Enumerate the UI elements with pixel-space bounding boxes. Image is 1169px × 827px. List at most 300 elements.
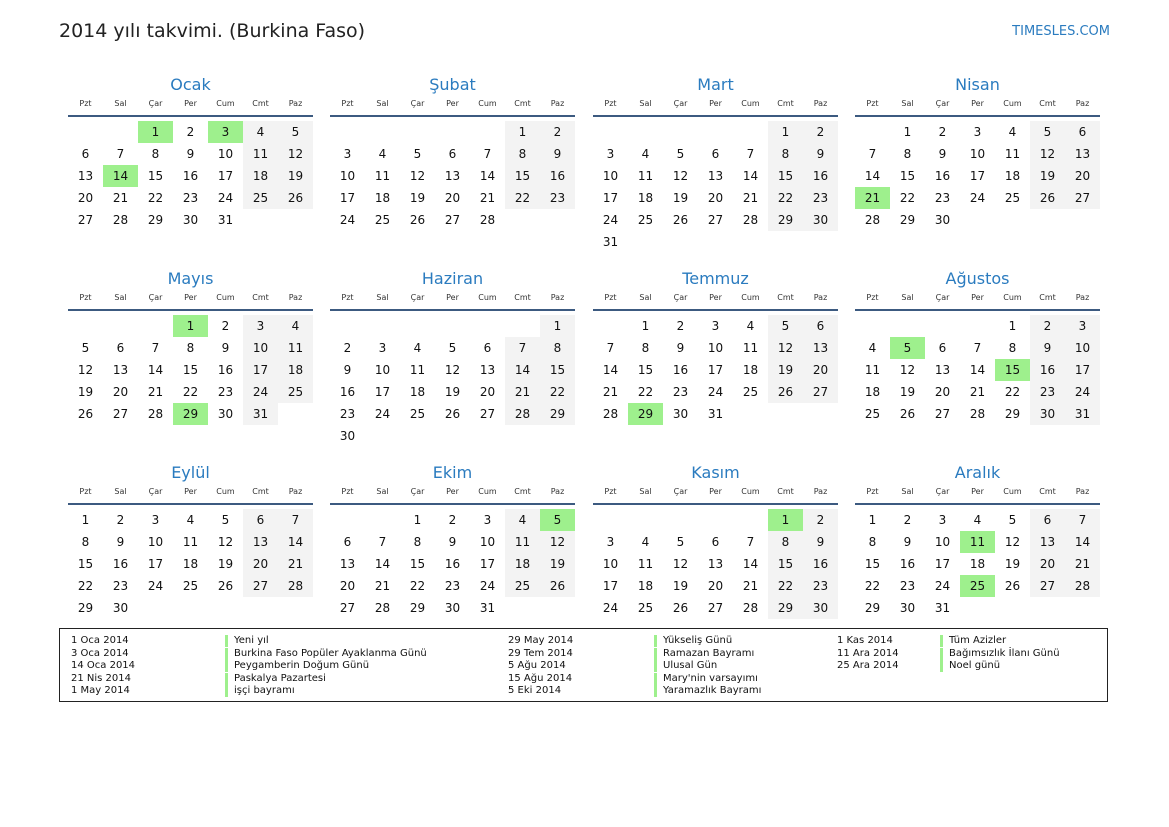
day-cell: 24 [339, 213, 356, 227]
day-cell: 17 [479, 557, 496, 571]
weekday-label: Pzt [341, 99, 354, 108]
holiday-day: 1 [173, 315, 208, 337]
weekday-label: Per [709, 293, 722, 302]
day-cell: 15 [899, 169, 916, 183]
day-cell: 14 [969, 363, 986, 377]
day-cell: 31 [479, 601, 496, 615]
month-12 [855, 463, 1100, 653]
weekday-label: Paz [813, 487, 828, 496]
month-6 [330, 269, 575, 459]
day-cell: 4 [641, 147, 650, 161]
day-cell: 5 [413, 147, 422, 161]
month-name: Ağustos [945, 269, 1010, 288]
day-cell: 27 [934, 407, 951, 421]
weekday-label: Pzt [79, 487, 92, 496]
day-cell: 27 [707, 601, 724, 615]
day-cell: 11 [505, 531, 540, 553]
weekday-label: Çar [935, 293, 950, 302]
weekday-label: Çar [148, 487, 163, 496]
month-8 [855, 269, 1100, 459]
weekday-label: Pzt [341, 487, 354, 496]
day-cell: 17 [969, 169, 986, 183]
day-cell: 21 [505, 381, 540, 403]
weekday-label: Cum [478, 293, 497, 302]
day-cell: 3 [243, 315, 278, 337]
day-cell: 4 [186, 513, 195, 527]
day-cell: 10 [479, 535, 496, 549]
day-cell: 5 [676, 535, 685, 549]
legend-holiday-name: işçi bayramı [225, 685, 295, 697]
day-cell: 2 [803, 509, 838, 531]
day-cell: 8 [868, 535, 877, 549]
day-cell: 28 [742, 213, 759, 227]
weekday-label: Pzt [604, 99, 617, 108]
day-cell: 10 [969, 147, 986, 161]
legend-holiday-name: Ramazan Bayramı [654, 648, 754, 660]
month-divider [330, 115, 575, 117]
weekday-label: Çar [673, 487, 688, 496]
day-cell: 5 [278, 121, 313, 143]
day-cell: 28 [147, 407, 164, 421]
day-cell: 30 [182, 213, 199, 227]
day-cell: 16 [1030, 359, 1065, 381]
weekday-label: Cum [478, 99, 497, 108]
holiday-day: 14 [103, 165, 138, 187]
day-cell: 27 [243, 575, 278, 597]
day-cell: 11 [278, 337, 313, 359]
day-cell: 2 [938, 125, 947, 139]
weekday-label: Pzt [341, 293, 354, 302]
day-cell: 17 [602, 191, 619, 205]
day-cell: 19 [672, 579, 689, 593]
month-divider [855, 309, 1100, 311]
weekday-label: Sal [376, 99, 389, 108]
day-cell: 28 [864, 213, 881, 227]
day-cell: 11 [864, 363, 881, 377]
day-cell: 3 [343, 147, 352, 161]
day-cell: 25 [742, 385, 759, 399]
weekday-label: Sal [901, 487, 914, 496]
weekday-label: Per [446, 487, 459, 496]
day-cell: 30 [803, 597, 838, 619]
day-cell: 10 [147, 535, 164, 549]
weekday-label: Sal [114, 293, 127, 302]
day-cell: 8 [641, 341, 650, 355]
day-cell: 14 [147, 363, 164, 377]
day-cell: 21 [742, 579, 759, 593]
day-cell: 15 [768, 165, 803, 187]
day-cell: 17 [1065, 359, 1100, 381]
day-cell: 4 [278, 315, 313, 337]
day-cell: 25 [182, 579, 199, 593]
day-cell: 18 [864, 385, 881, 399]
weekday-label: Cum [216, 99, 235, 108]
day-cell: 2 [540, 121, 575, 143]
day-cell: 19 [1030, 165, 1065, 187]
holiday-day: 15 [995, 359, 1030, 381]
day-cell: 23 [899, 579, 916, 593]
month-divider [593, 115, 838, 117]
day-cell: 15 [409, 557, 426, 571]
day-cell: 10 [707, 341, 724, 355]
legend-date: 15 Ağu 2014 [508, 672, 573, 684]
day-cell: 22 [768, 575, 803, 597]
day-cell: 27 [479, 407, 496, 421]
day-cell: 6 [711, 535, 720, 549]
day-cell: 13 [707, 557, 724, 571]
legend-holiday-name: Yükseliş Günü [654, 635, 732, 647]
day-cell: 17 [217, 169, 234, 183]
day-cell: 29 [147, 213, 164, 227]
weekday-label: Cum [1003, 99, 1022, 108]
day-cell: 12 [1004, 535, 1021, 549]
day-cell: 24 [374, 407, 391, 421]
day-cell: 14 [278, 531, 313, 553]
holiday-day: 21 [855, 187, 890, 209]
day-cell: 23 [339, 407, 356, 421]
weekday-label: Cum [478, 487, 497, 496]
day-cell: 6 [343, 535, 352, 549]
day-cell: 4 [413, 341, 422, 355]
day-cell: 25 [243, 187, 278, 209]
day-cell: 13 [934, 363, 951, 377]
day-cell: 15 [864, 557, 881, 571]
day-cell: 28 [505, 403, 540, 425]
day-cell: 6 [1065, 121, 1100, 143]
legend-holiday-name: Mary'nin varsayımı [654, 673, 758, 685]
day-cell: 16 [803, 165, 838, 187]
weekday-label: Paz [1075, 99, 1090, 108]
weekday-label: Paz [813, 99, 828, 108]
day-cell: 29 [409, 601, 426, 615]
day-cell: 13 [339, 557, 356, 571]
day-cell: 24 [217, 191, 234, 205]
weekday-label: Sal [639, 487, 652, 496]
day-cell: 9 [803, 531, 838, 553]
day-cell: 10 [1065, 337, 1100, 359]
month-divider [330, 309, 575, 311]
day-cell: 4 [746, 319, 755, 333]
day-cell: 1 [505, 121, 540, 143]
weekday-label: Çar [673, 293, 688, 302]
day-cell: 26 [540, 575, 575, 597]
day-cell: 1 [868, 513, 877, 527]
weekday-label: Pzt [866, 487, 879, 496]
legend-date: 1 Oca 2014 [71, 635, 129, 646]
day-cell: 31 [1065, 403, 1100, 425]
legend-holiday-name: Bağımsızlık İlanı Günü [940, 648, 1060, 660]
day-cell: 26 [899, 407, 916, 421]
day-cell: 20 [112, 385, 129, 399]
day-cell: 25 [864, 407, 881, 421]
day-cell: 8 [81, 535, 90, 549]
weekday-label: Per [184, 487, 197, 496]
day-cell: 2 [116, 513, 125, 527]
day-cell: 11 [637, 557, 654, 571]
day-cell: 24 [1065, 381, 1100, 403]
day-cell: 27 [803, 381, 838, 403]
day-cell: 8 [413, 535, 422, 549]
day-cell: 17 [339, 191, 356, 205]
day-cell: 22 [505, 187, 540, 209]
weekday-label: Cmt [777, 99, 794, 108]
day-cell: 5 [448, 341, 457, 355]
day-cell: 7 [606, 341, 615, 355]
day-cell: 1 [81, 513, 90, 527]
day-cell: 3 [378, 341, 387, 355]
day-cell: 14 [864, 169, 881, 183]
day-cell: 11 [182, 535, 199, 549]
holiday-day: 29 [173, 403, 208, 425]
day-cell: 11 [637, 169, 654, 183]
day-cell: 23 [803, 187, 838, 209]
day-cell: 1 [903, 125, 912, 139]
day-cell: 7 [483, 147, 492, 161]
day-cell: 17 [243, 359, 278, 381]
day-cell: 19 [217, 557, 234, 571]
day-cell: 27 [1030, 575, 1065, 597]
day-cell: 16 [112, 557, 129, 571]
holiday-day: 29 [628, 403, 663, 425]
day-cell: 25 [409, 407, 426, 421]
month-divider [855, 115, 1100, 117]
day-cell: 2 [803, 121, 838, 143]
day-cell: 18 [637, 579, 654, 593]
day-cell: 12 [77, 363, 94, 377]
day-cell: 5 [221, 513, 230, 527]
legend-date: 25 Ara 2014 [837, 660, 899, 671]
day-cell: 16 [339, 385, 356, 399]
day-cell: 12 [409, 169, 426, 183]
day-cell: 13 [707, 169, 724, 183]
day-cell: 9 [343, 363, 352, 377]
day-cell: 28 [969, 407, 986, 421]
month-name: Eylül [171, 463, 210, 482]
month-1 [68, 75, 313, 265]
weekday-label: Çar [935, 99, 950, 108]
day-cell: 4 [378, 147, 387, 161]
weekday-label: Çar [410, 99, 425, 108]
weekday-label: Cum [216, 293, 235, 302]
day-cell: 31 [602, 235, 619, 249]
month-divider [68, 115, 313, 117]
day-cell: 15 [768, 553, 803, 575]
day-cell: 29 [540, 403, 575, 425]
day-cell: 6 [448, 147, 457, 161]
month-11 [593, 463, 838, 653]
day-cell: 6 [938, 341, 947, 355]
day-cell: 28 [278, 575, 313, 597]
day-cell: 2 [343, 341, 352, 355]
day-cell: 29 [1004, 407, 1021, 421]
day-cell: 7 [116, 147, 125, 161]
legend-holiday-name: Paskalya Pazartesi [225, 673, 326, 685]
day-cell: 6 [803, 315, 838, 337]
day-cell: 21 [112, 191, 129, 205]
day-cell: 4 [1008, 125, 1017, 139]
day-cell: 5 [768, 315, 803, 337]
day-cell: 18 [637, 191, 654, 205]
day-cell: 21 [742, 191, 759, 205]
day-cell: 9 [448, 535, 457, 549]
day-cell: 28 [479, 213, 496, 227]
day-cell: 12 [540, 531, 575, 553]
legend-date: 1 Kas 2014 [837, 635, 893, 646]
day-cell: 13 [243, 531, 278, 553]
day-cell: 16 [182, 169, 199, 183]
day-cell: 21 [602, 385, 619, 399]
day-cell: 5 [81, 341, 90, 355]
day-cell: 17 [602, 579, 619, 593]
day-cell: 29 [864, 601, 881, 615]
weekday-label: Pzt [604, 487, 617, 496]
day-cell: 24 [934, 579, 951, 593]
day-cell: 9 [676, 341, 685, 355]
legend-date: 5 Eki 2014 [508, 685, 562, 696]
day-cell: 4 [243, 121, 278, 143]
day-cell: 26 [444, 407, 461, 421]
day-cell: 18 [182, 557, 199, 571]
day-cell: 20 [934, 385, 951, 399]
day-cell: 9 [186, 147, 195, 161]
day-cell: 16 [217, 363, 234, 377]
weekday-label: Paz [550, 99, 565, 108]
day-cell: 18 [409, 385, 426, 399]
day-cell: 13 [444, 169, 461, 183]
day-cell: 12 [899, 363, 916, 377]
day-cell: 1 [540, 315, 575, 337]
day-cell: 19 [444, 385, 461, 399]
legend-date: 5 Ağu 2014 [508, 660, 566, 671]
day-cell: 30 [444, 601, 461, 615]
day-cell: 31 [707, 407, 724, 421]
day-cell: 22 [768, 187, 803, 209]
day-cell: 16 [934, 169, 951, 183]
weekday-label: Sal [114, 99, 127, 108]
day-cell: 11 [1004, 147, 1021, 161]
day-cell: 16 [540, 165, 575, 187]
day-cell: 19 [77, 385, 94, 399]
day-cell: 21 [147, 385, 164, 399]
day-cell: 14 [742, 557, 759, 571]
day-cell: 27 [339, 601, 356, 615]
legend-date: 14 Oca 2014 [71, 660, 136, 671]
day-cell: 20 [803, 359, 838, 381]
month-divider [855, 503, 1100, 505]
holiday-day: 11 [960, 531, 995, 553]
weekday-label: Cum [741, 487, 760, 496]
weekday-label: Cmt [514, 99, 531, 108]
day-cell: 3 [938, 513, 947, 527]
day-cell: 21 [479, 191, 496, 205]
day-cell: 20 [707, 579, 724, 593]
day-cell: 2 [448, 513, 457, 527]
day-cell: 10 [339, 169, 356, 183]
day-cell: 12 [217, 535, 234, 549]
day-cell: 11 [374, 169, 391, 183]
day-cell: 24 [243, 381, 278, 403]
weekday-label: Paz [550, 293, 565, 302]
day-cell: 26 [278, 187, 313, 209]
day-cell: 18 [742, 363, 759, 377]
weekday-label: Cum [1003, 487, 1022, 496]
day-cell: 14 [505, 359, 540, 381]
site-link[interactable]: TIMESLES.COM [1012, 24, 1110, 39]
day-cell: 20 [444, 191, 461, 205]
day-cell: 6 [483, 341, 492, 355]
day-cell: 25 [374, 213, 391, 227]
day-cell: 2 [186, 125, 195, 139]
day-cell: 7 [505, 337, 540, 359]
weekday-label: Çar [935, 487, 950, 496]
day-cell: 7 [1065, 509, 1100, 531]
day-cell: 14 [374, 557, 391, 571]
weekday-label: Pzt [79, 99, 92, 108]
day-cell: 10 [243, 337, 278, 359]
weekday-label: Pzt [866, 99, 879, 108]
day-cell: 14 [479, 169, 496, 183]
day-cell: 1 [1008, 319, 1017, 333]
day-cell: 24 [479, 579, 496, 593]
day-cell: 19 [409, 191, 426, 205]
day-cell: 22 [409, 579, 426, 593]
weekday-label: Çar [410, 293, 425, 302]
day-cell: 20 [1065, 165, 1100, 187]
weekday-label: Per [184, 293, 197, 302]
weekday-label: Per [446, 293, 459, 302]
day-cell: 26 [672, 601, 689, 615]
legend-holiday-name: Yeni yıl [225, 635, 269, 647]
day-cell: 5 [1008, 513, 1017, 527]
month-3 [593, 75, 838, 265]
legend-date: 11 Ara 2014 [837, 647, 899, 659]
day-cell: 14 [1065, 531, 1100, 553]
holiday-day: 3 [208, 121, 243, 143]
month-name: Temmuz [682, 269, 749, 288]
day-cell: 25 [637, 213, 654, 227]
day-cell: 5 [1030, 121, 1065, 143]
weekday-label: Per [709, 99, 722, 108]
day-cell: 2 [903, 513, 912, 527]
day-cell: 18 [505, 553, 540, 575]
day-cell: 25 [278, 381, 313, 403]
legend-holiday-name: Yaramazlık Bayramı [654, 685, 761, 697]
day-cell: 27 [707, 213, 724, 227]
day-cell: 9 [540, 143, 575, 165]
weekday-label: Çar [673, 99, 688, 108]
day-cell: 28 [374, 601, 391, 615]
day-cell: 19 [278, 165, 313, 187]
legend-holiday-name: Ulusal Gün [654, 660, 717, 672]
day-cell: 19 [672, 191, 689, 205]
day-cell: 30 [339, 429, 356, 443]
legend-date: 21 Nis 2014 [71, 672, 131, 684]
day-cell: 27 [112, 407, 129, 421]
legend-holiday-name: Peygamberin Doğum Günü [225, 660, 369, 672]
day-cell: 23 [672, 385, 689, 399]
day-cell: 1 [768, 121, 803, 143]
day-cell: 8 [768, 143, 803, 165]
weekday-label: Sal [376, 293, 389, 302]
weekday-label: Paz [1075, 293, 1090, 302]
month-name: Mart [697, 75, 734, 94]
day-cell: 13 [1065, 143, 1100, 165]
day-cell: 15 [505, 165, 540, 187]
day-cell: 23 [444, 579, 461, 593]
day-cell: 7 [746, 147, 755, 161]
day-cell: 8 [903, 147, 912, 161]
day-cell: 2 [676, 319, 685, 333]
